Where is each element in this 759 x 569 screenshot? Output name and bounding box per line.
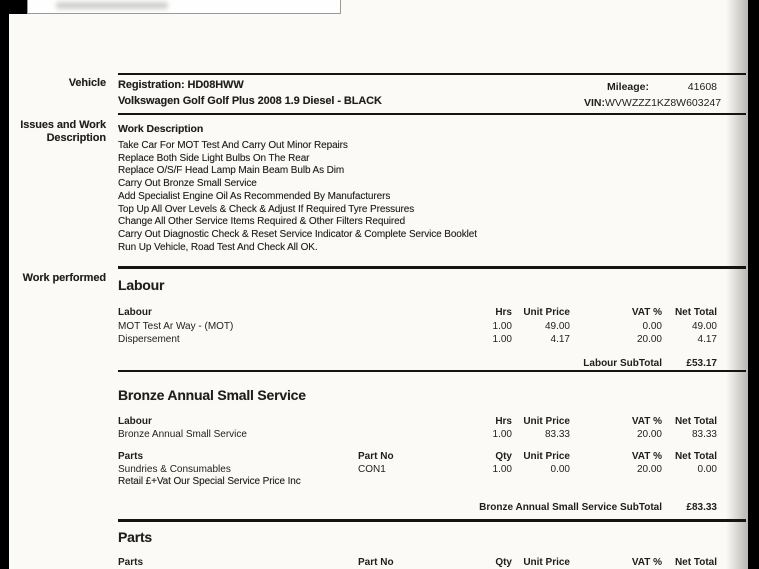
parts-table-header	[118, 557, 717, 569]
row-hrs: 1.00	[492, 334, 512, 345]
parts-section-heading: Parts	[118, 529, 153, 545]
col-part-no: Part No	[358, 557, 394, 568]
row-hrs: 1.00	[492, 429, 512, 440]
row-desc: Bronze Annual Small Service	[118, 429, 247, 440]
divider	[118, 266, 746, 269]
row-desc: Sundries & Consumables	[118, 464, 231, 475]
bronze-section-heading: Bronze Annual Small Service	[118, 387, 306, 403]
col-vat: VAT %	[631, 451, 662, 462]
work-item: Change All Other Service Items Required & Other Filters Required	[118, 216, 406, 228]
divider	[118, 113, 746, 115]
col-net-total: Net Total	[674, 416, 717, 427]
col-labour: Labour	[118, 307, 152, 318]
vehicle-model: Volkswagen Golf Golf Plus 2008 1.9 Diesel - BLACK	[118, 95, 382, 107]
scan-edge-shadow	[726, 0, 748, 569]
work-item: Carry Out Bronze Small Service	[118, 178, 257, 190]
bronze-subtotal-row	[118, 502, 717, 513]
work-item: Replace Both Side Light Bulbs On The Rear	[118, 152, 310, 164]
row-desc: MOT Test Ar Way - (MOT)	[118, 321, 234, 332]
col-net-total: Net Total	[674, 451, 717, 462]
work-item: Add Specialist Engine Oil As Recommended By Manufacturers	[118, 190, 391, 202]
col-net-total: Net Total	[674, 557, 717, 568]
col-unit-price: Unit Price	[523, 416, 570, 427]
table-row	[118, 334, 717, 346]
mileage-value: 41608	[687, 81, 717, 93]
divider	[118, 73, 746, 75]
section-label-work-performed: Work performed	[22, 272, 106, 284]
table-row	[118, 464, 717, 476]
row-unit-price: 0.00	[550, 464, 570, 475]
work-description-title: Work Description	[118, 123, 204, 135]
row-unit-price: 83.33	[544, 429, 570, 440]
col-qty: Qty	[495, 451, 512, 462]
row-net-total: 0.00	[697, 464, 717, 475]
vehicle-registration: Registration: HD08HWW	[118, 79, 244, 91]
labour-subtotal-row	[118, 358, 717, 369]
col-vat: VAT %	[631, 557, 662, 568]
bronze-parts-header	[118, 451, 717, 463]
row-net-total: 49.00	[691, 321, 717, 332]
divider	[118, 519, 746, 522]
work-item: Replace O/S/F Head Lamp Main Beam Bulb As Dim	[118, 165, 345, 177]
redacted-text-smudge	[56, 2, 168, 9]
row-part-no: CON1	[358, 464, 386, 475]
row-net-total: 4.17	[697, 334, 717, 345]
row-hrs: 1.00	[492, 321, 512, 332]
col-hrs: Hrs	[495, 307, 512, 318]
row-net-total: 83.33	[691, 429, 717, 440]
redaction-sticker	[27, 0, 341, 14]
bronze-subtotal-value: £83.33	[686, 502, 717, 513]
col-parts: Parts	[118, 451, 144, 462]
section-label-issues-line2: Description	[46, 132, 106, 144]
scan-black-corner	[0, 0, 28, 14]
mileage-label: Mileage:	[606, 81, 649, 93]
row-qty: 1.00	[492, 464, 512, 475]
divider	[118, 370, 746, 372]
work-description-list	[118, 140, 477, 254]
col-qty: Qty	[495, 557, 512, 568]
vin-row	[480, 97, 722, 109]
row-vat: 0.00	[642, 321, 662, 332]
labour-subtotal-value: £53.17	[686, 358, 717, 369]
section-label-issues	[0, 119, 106, 145]
row-desc-line2: Retail £+Vat Our Special Service Price Inc	[118, 476, 301, 487]
row-vat: 20.00	[636, 429, 662, 440]
col-part-no: Part No	[358, 451, 394, 462]
table-row	[118, 321, 717, 333]
labour-subtotal-label: Labour SubTotal	[583, 358, 662, 369]
work-item: Carry Out Diagnostic Check & Reset Service Indicator & Complete Service Booklet	[118, 228, 477, 240]
col-vat: VAT %	[631, 416, 662, 427]
section-label-vehicle: Vehicle	[68, 77, 106, 89]
work-item: Run Up Vehicle, Road Test And Check All OK.	[118, 241, 318, 253]
section-label-issues-line1: Issues and Work	[20, 119, 106, 131]
row-vat: 20.00	[636, 334, 662, 345]
col-labour: Labour	[118, 416, 152, 427]
col-unit-price: Unit Price	[523, 451, 570, 462]
row-unit-price: 49.00	[544, 321, 570, 332]
col-parts: Parts	[118, 557, 144, 568]
col-hrs: Hrs	[495, 416, 512, 427]
col-unit-price: Unit Price	[523, 307, 570, 318]
col-vat: VAT %	[631, 307, 662, 318]
mileage-row	[480, 81, 717, 93]
vin-label: VIN:	[584, 97, 605, 109]
row-vat: 20.00	[636, 464, 662, 475]
table-row	[118, 429, 717, 441]
row-desc: Dispersement	[118, 334, 180, 345]
row-unit-price: 4.17	[550, 334, 570, 345]
bronze-labour-header	[118, 416, 717, 428]
labour-section-heading: Labour	[118, 277, 165, 293]
bronze-subtotal-label: Bronze Annual Small Service SubTotal	[479, 502, 662, 513]
col-net-total: Net Total	[674, 307, 717, 318]
vin-value: WVWZZZ1KZ8W603247	[605, 97, 722, 109]
labour-table-header	[118, 307, 717, 319]
work-item: Take Car For MOT Test And Carry Out Minor Repairs	[118, 140, 348, 151]
col-unit-price: Unit Price	[523, 557, 570, 568]
work-item: Top Up All Over Levels & Check & Adjust If Required Tyre Pressures	[118, 203, 415, 215]
